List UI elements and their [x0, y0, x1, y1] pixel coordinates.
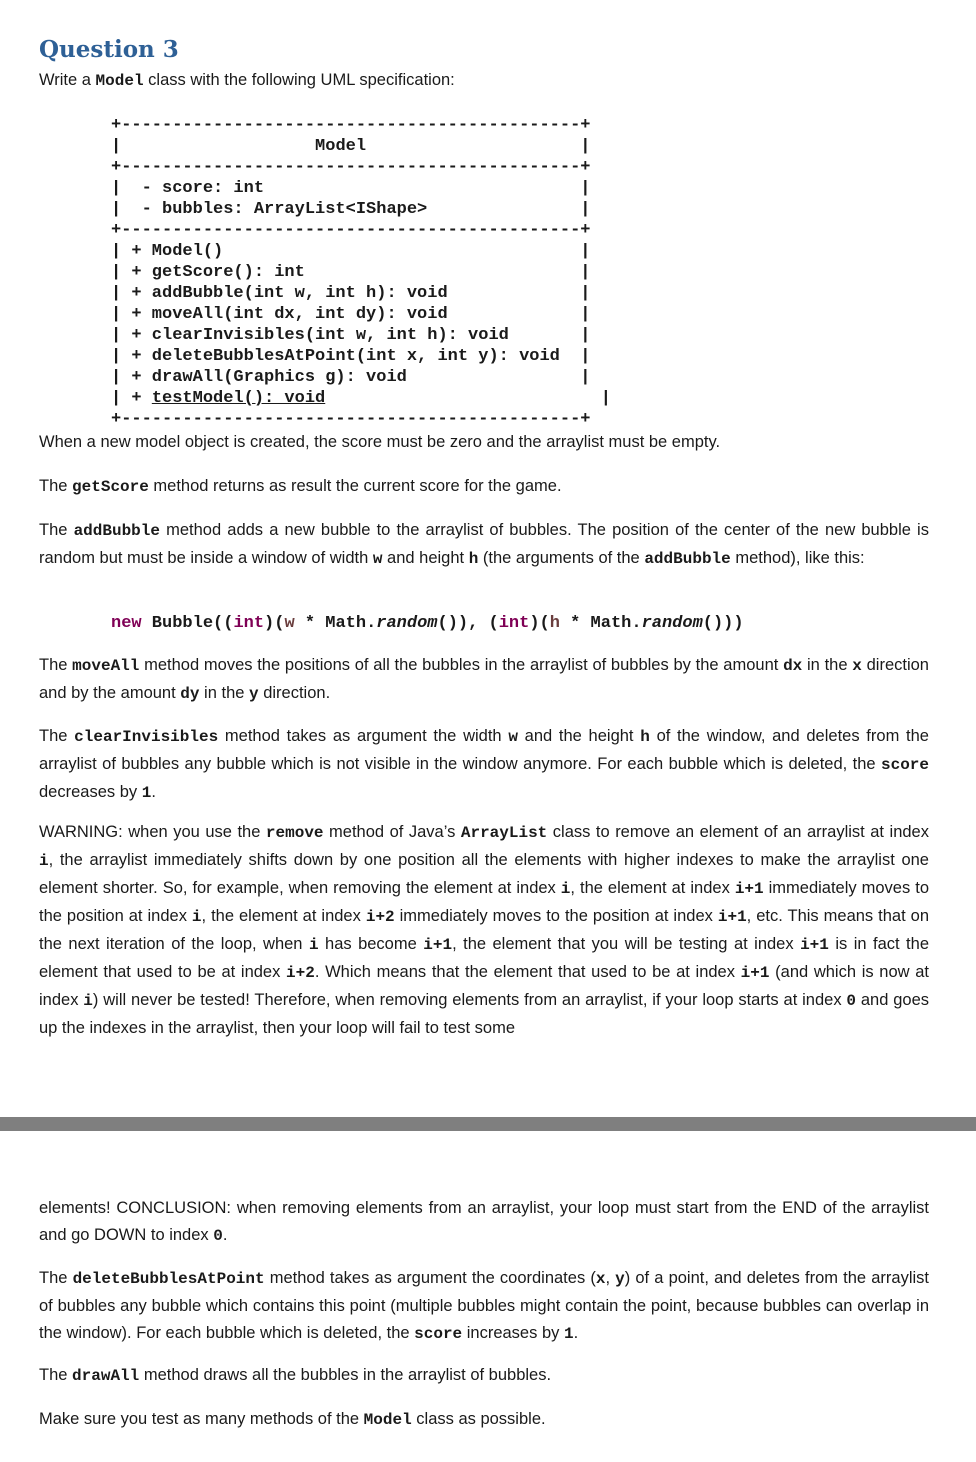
- uml-method: | + drawAll(Graphics g): void |: [111, 368, 591, 387]
- question-heading: Question 3: [39, 36, 179, 63]
- uml-method: | + Model() |: [111, 242, 591, 261]
- new-model-paragraph: When a new model object is created, the score must be zero and the arraylist must be empty.: [39, 433, 721, 451]
- uml-border: +---------------------------------------------+: [111, 410, 591, 429]
- code-snippet: new Bubble((int)(w * Math.random()), (int)(h * Math.random())): [111, 614, 744, 633]
- clearinvisibles-paragraph: The clearInvisibles method takes as argument the width w and the height h of the window, and deletes from the arraylist of bubbles any bubble which is not visible in the window anymore. For each bubble which is deleted, the score decreases by 1.: [39, 727, 929, 802]
- uml-method: | + addBubble(int w, int h): void |: [111, 284, 591, 303]
- warning-paragraph: WARNING: when you use the remove method of Java’s ArrayList class to remove an element of an arraylist at index i, the arraylist immediately shifts down by one position all the elements with higher indexes to make the arraylist one element shorter. So, for example, when removing the element at index i, the element at index i+1 immediately moves to the position at index i, the element at index i+2 immediately moves to the position at index i+1, etc. This means that on the next iteration of the loop, when i has become i+1, the element that you will be testing at index i+1 is in fact the element that used to be at index i+2. Which means that the element that used to be at index i+1 (and which is now at index i) will never be tested! Therefore, when removing elements from an arraylist, if your loop starts at index 0 and goes up the indexes in the arraylist, then your loop will fail to test some: [39, 823, 929, 1037]
- uml-method: | + getScore(): int |: [111, 263, 591, 282]
- addbubble-paragraph: The addBubble method adds a new bubble to the arraylist of bubbles. The position of the center of the new bubble is random but must be inside a window of width w and height h (the arguments of the addBubble method), like this:: [39, 521, 929, 568]
- uml-method-static: | + testModel(): void |: [111, 389, 611, 408]
- uml-field: | - bubbles: ArrayList<IShape> |: [111, 200, 591, 219]
- intro-paragraph: Write a Model class with the following UML specification:: [39, 71, 455, 90]
- uml-border: +---------------------------------------------+: [111, 158, 591, 177]
- uml-class-name: Model: [315, 137, 367, 156]
- page-separator: [0, 1117, 976, 1132]
- uml-method: | + clearInvisibles(int w, int h): void |: [111, 326, 591, 345]
- uml-method: | + moveAll(int dx, int dy): void |: [111, 305, 591, 324]
- drawall-paragraph: The drawAll method draws all the bubbles in the arraylist of bubbles.: [39, 1366, 552, 1385]
- uml-border: +---------------------------------------------+: [111, 221, 591, 240]
- document-page-2: [0, 1131, 976, 1462]
- conclusion-paragraph: elements! CONCLUSION: when removing elements from an arraylist, your loop must start from the END of the arraylist and go DOWN to index 0.: [39, 1199, 929, 1245]
- uml-method: | + deleteBubblesAtPoint(int x, int y): void |: [111, 347, 591, 366]
- test-paragraph: Make sure you test as many methods of the Model class as possible.: [39, 1410, 546, 1429]
- deletebubbles-paragraph: The deleteBubblesAtPoint method takes as argument the coordinates (x, y) of a point, and deletes from the arraylist of bubbles any bubble which contains this point (multiple bubbles might contain the point, because bubbles can overlap in the window). For each bubble which is deleted, the score increases by 1.: [39, 1269, 929, 1343]
- uml-class-row: | Model |: [111, 137, 591, 156]
- uml-field: | - score: int |: [111, 179, 591, 198]
- moveall-paragraph: The moveAll method moves the positions of all the bubbles in the arraylist of bubbles by the amount dx in the x direction and by the amount dy in the y direction.: [39, 656, 929, 703]
- uml-class-diagram: [111, 115, 611, 430]
- uml-border: +---------------------------------------------+: [111, 116, 591, 135]
- getscore-paragraph: The getScore method returns as result the current score for the game.: [39, 477, 562, 496]
